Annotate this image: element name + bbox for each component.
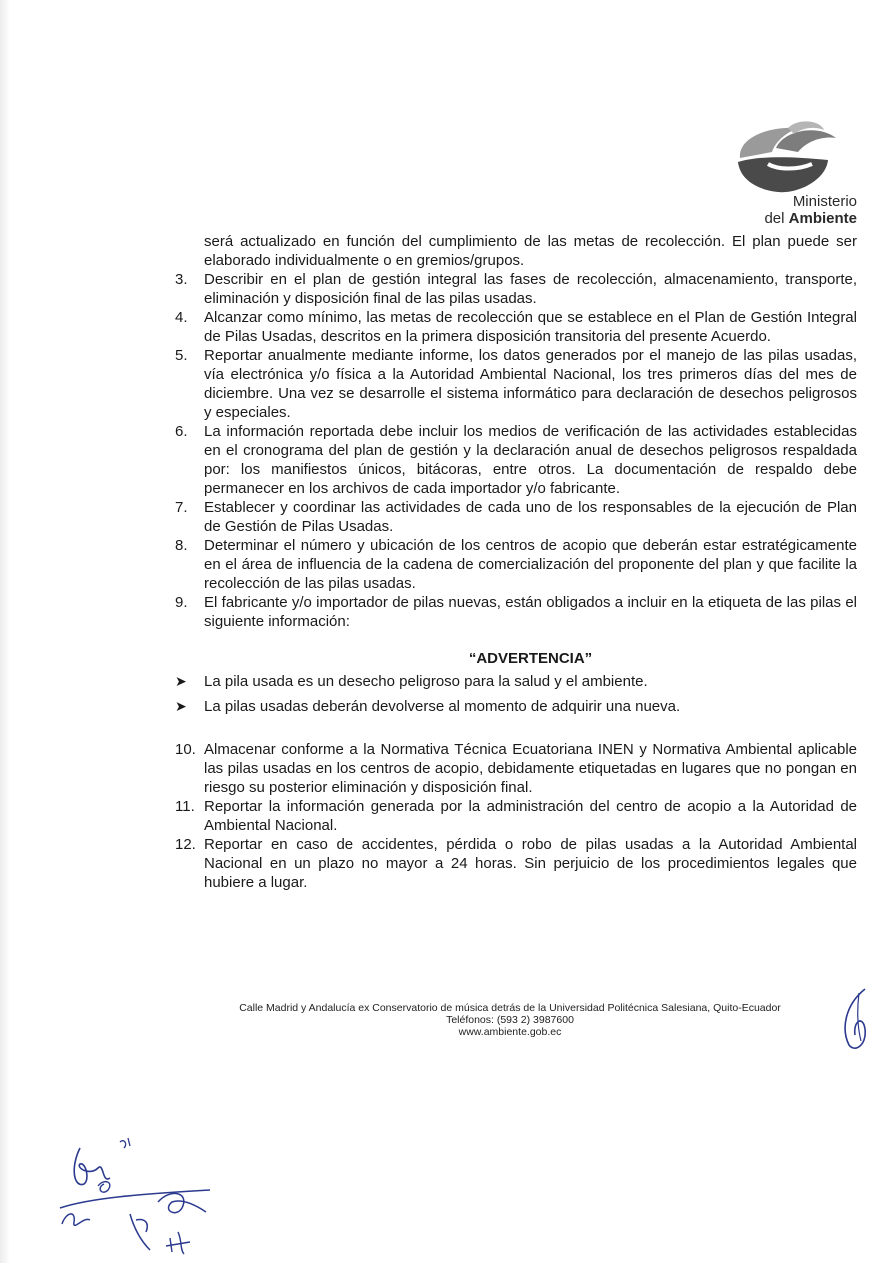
scan-edge-shadow <box>0 0 10 1263</box>
list-item: 4. Alcanzar como mínimo, las metas de recolección que se establece en el Plan de Gestión Integral de Pilas Usadas, descritos en la primera disposición transitoria del presente Acuerdo. <box>175 309 857 345</box>
handwritten-signature <box>50 1128 250 1258</box>
warning-bullet: ➤ La pilas usadas deberán devolverse al momento de adquirir una nueva. <box>175 698 681 715</box>
list-item: 9. El fabricante y/o importador de pilas nuevas, están obligados a incluir en la etiqueta de las pilas el siguiente información: <box>175 594 857 630</box>
arrow-bullet-icon: ➤ <box>175 673 187 689</box>
list-item: 12. Reportar en caso de accidentes, pérdida o robo de pilas usadas a la Autoridad Ambiental Nacional en un plazo no mayor a 24 horas. Sin perjuicio de los procedimientos legales que hubiere a lugar. <box>175 836 857 891</box>
footer-address: Calle Madrid y Andalucía ex Conservatorio de música detrás de la Universidad Politécnica Salesiana, Quito-Ecuador <box>239 1002 781 1014</box>
list-item: 7. Establecer y coordinar las actividades de cada uno de los responsables de la ejecución de Plan de Gestión de Pilas Usadas. <box>175 499 857 535</box>
footer-website: www.ambiente.gob.ec <box>458 1026 562 1038</box>
footer-phone: Teléfonos: (593 2) 3987600 <box>446 1014 574 1026</box>
ministry-logo <box>718 118 863 230</box>
list-item: 8. Determinar el número y ubicación de los centros de acopio que deberán estar estratégicamente en el área de influencia de la cadena de comercialización del proponente del plan y que facilite la recolección de las pilas usadas. <box>175 537 857 592</box>
list-item: 3. Describir en el plan de gestión integral las fases de recolección, almacenamiento, transporte, eliminación y disposición final de las pilas usadas. <box>175 271 857 307</box>
list-item: 5. Reportar anualmente mediante informe, los datos generados por el manejo de las pilas usadas, vía electrónica y/o física a la Autoridad Ambiental Nacional, los tres primeros días del mes de diciembre. Una vez se desarrolle el sistema informático para declaración de desechos peligrosos y especiales. <box>175 347 857 421</box>
document-body <box>175 232 857 892</box>
list-item: 10. Almacenar conforme a la Normativa Técnica Ecuatoriana INEN y Normativa Ambiental aplicable las pilas usadas en los centros de acopio, debidamente etiquetadas en lugares que no pongan en riesgo su posterior eliminación y disposición final. <box>175 741 857 796</box>
list-item: 6. La información reportada debe incluir los medios de verificación de las actividades establecidas en el cronograma del plan de gestión y la declaración anual de desechos peligrosos respaldada por: los manifiestos únicos, bitácoras, entre otros. La documentación de respaldo debe permanecer en los archivos de cada importador y/o fabricante. <box>175 423 857 497</box>
ministry-emblem-icon <box>728 118 848 198</box>
arrow-bullet-icon: ➤ <box>175 698 187 714</box>
margin-initials-signature <box>835 985 875 1055</box>
list-item: 11. Reportar la información generada por la administración del centro de acopio a la Autoridad de Ambiental Nacional. <box>175 798 857 834</box>
warning-title: “ADVERTENCIA” <box>468 650 593 667</box>
continuation-paragraph: será actualizado en función del cumplimiento de las metas de recolección. El plan puede ser elaborado individualmente o en gremios/grupos. <box>204 233 857 269</box>
warning-bullet: ➤ La pila usada es un desecho peligroso para la salud y el ambiente. <box>175 673 648 690</box>
logo-ministerio-text: Ministerio <box>792 193 857 210</box>
logo-ambiente-text: del Ambiente <box>764 210 857 227</box>
page-footer <box>160 1002 860 1038</box>
